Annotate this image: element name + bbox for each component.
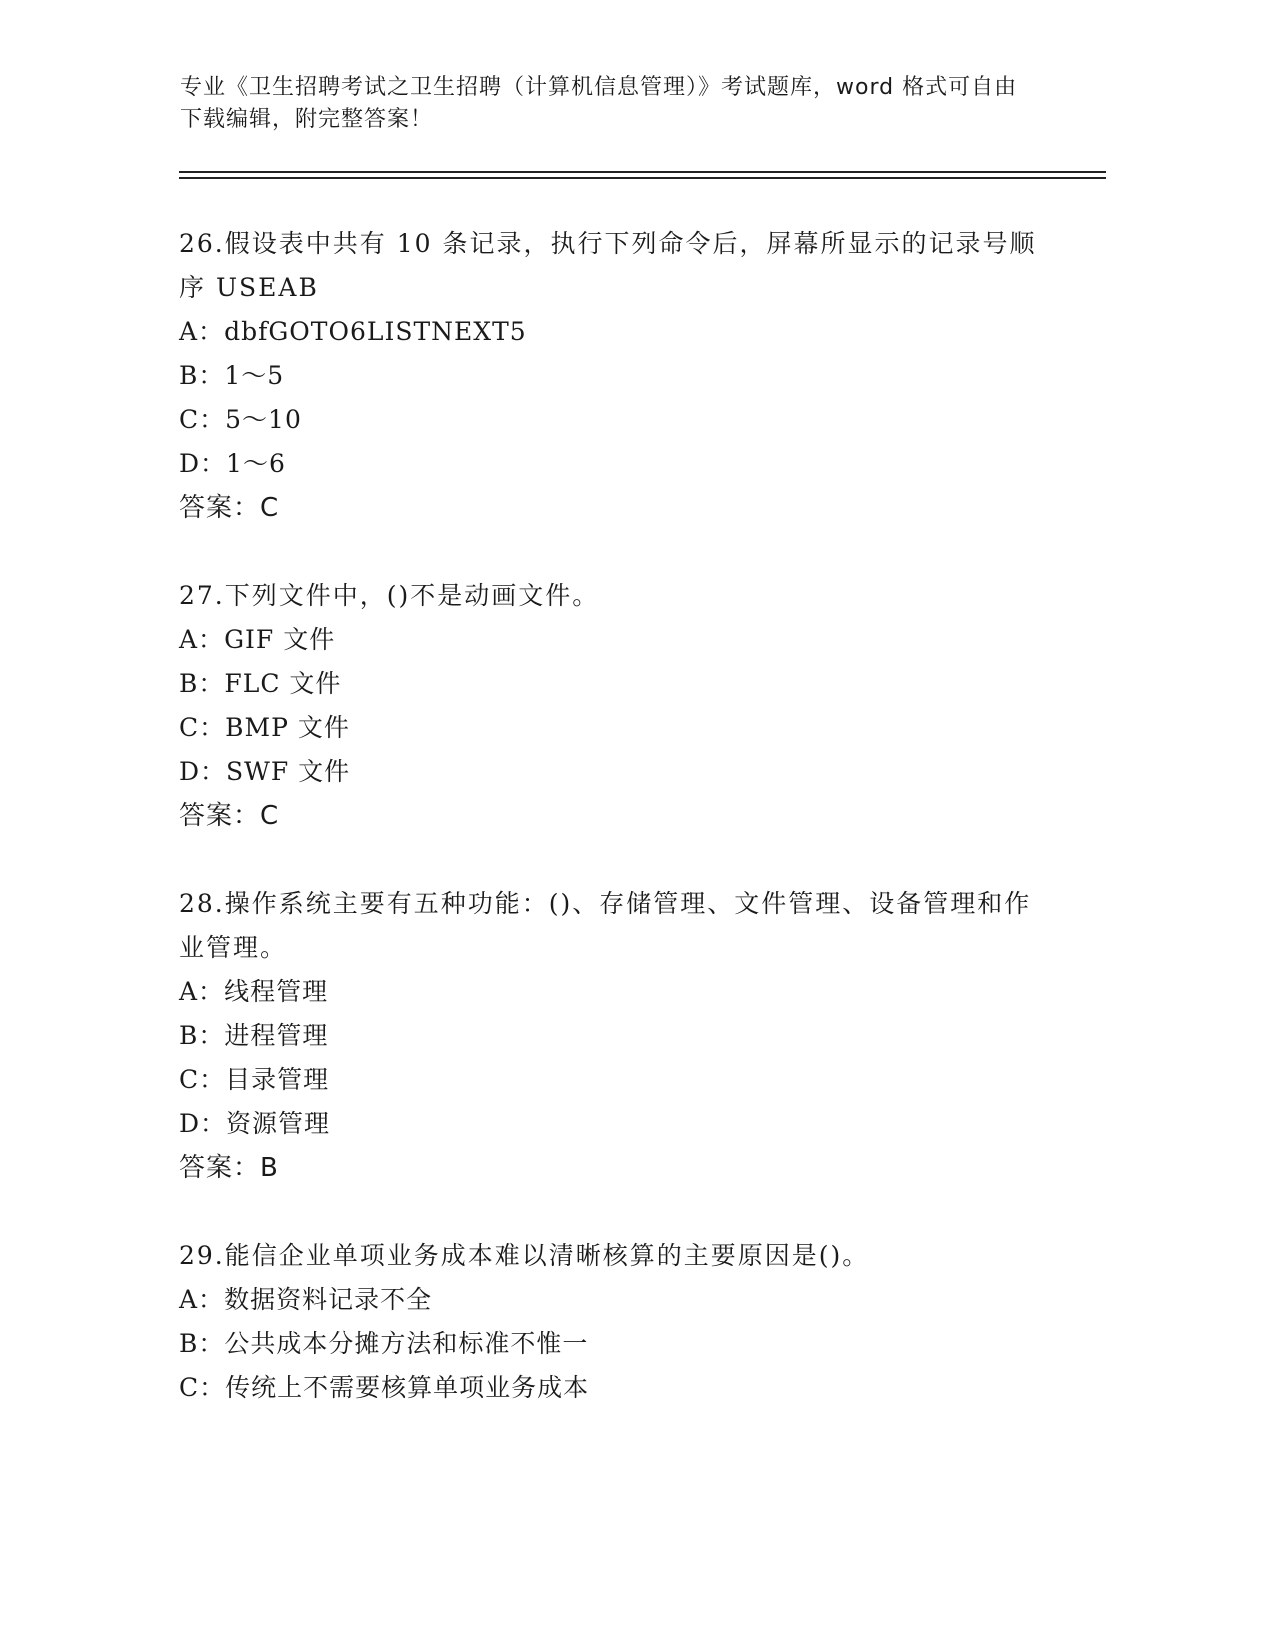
option-text: FLC 文件	[224, 669, 342, 698]
question-stem: 29.能信企业单项业务成本难以清晰核算的主要原因是()。	[179, 1241, 870, 1270]
option-letter: C：	[179, 713, 226, 742]
question-stem: 26.假设表中共有 10 条记录，执行下列命令后，屏幕所显示的记录号顺序 USEAB	[179, 229, 1037, 302]
option-text: SWF 文件	[226, 757, 351, 786]
option-letter: A：	[179, 317, 225, 346]
document-intro: 专业《卫生招聘考试之卫生招聘（计算机信息管理）》考试题库，word 格式可自由下载编辑，附完整答案！	[180, 75, 1018, 132]
answer-label: 答案：C	[179, 493, 280, 523]
option-text: 5～10	[225, 405, 302, 434]
option-letter: B：	[179, 361, 225, 390]
question-stem: 27.下列文件中，()不是动画文件。	[179, 581, 600, 610]
option-a	[179, 970, 1039, 1014]
option-letter: A：	[179, 625, 225, 654]
header-divider-top	[179, 171, 1106, 173]
option-letter: A：	[179, 977, 225, 1006]
option-c	[179, 1058, 1039, 1102]
option-letter: C：	[179, 1373, 226, 1402]
option-text: 资源管理	[226, 1109, 331, 1138]
option-text: dbfGOTO6LISTNEXT5	[224, 317, 527, 346]
option-a	[179, 310, 1039, 354]
option-d	[179, 1102, 1039, 1146]
option-text: 传统上不需要核算单项业务成本	[225, 1373, 590, 1402]
answer-label: 答案：B	[179, 1153, 279, 1183]
option-letter: C：	[179, 405, 226, 434]
header-divider-bottom	[179, 177, 1106, 179]
option-letter: D：	[179, 1109, 227, 1138]
option-text: 目录管理	[225, 1065, 330, 1094]
option-text: 1～6	[226, 449, 286, 478]
option-b	[179, 354, 1039, 398]
option-letter: B：	[179, 1329, 225, 1358]
option-text: 线程管理	[224, 977, 329, 1006]
option-text: 进程管理	[224, 1021, 329, 1050]
option-d	[179, 442, 1039, 486]
option-c	[179, 398, 1039, 442]
option-b	[179, 662, 1039, 706]
question-list	[179, 222, 1039, 1454]
option-text: 公共成本分摊方法和标准不惟一	[224, 1329, 589, 1358]
option-letter: C：	[179, 1065, 226, 1094]
option-text: 数据资料记录不全	[224, 1285, 433, 1314]
question-28	[179, 882, 1039, 1190]
answer-label: 答案：C	[179, 801, 280, 831]
question-27	[179, 574, 1039, 838]
question-stem: 28.操作系统主要有五种功能：()、存储管理、文件管理、设备管理和作业管理。	[179, 889, 1032, 962]
option-d	[179, 750, 1039, 794]
option-letter: D：	[179, 757, 227, 786]
option-letter: A：	[179, 1285, 225, 1314]
question-26	[179, 222, 1039, 530]
question-29	[179, 1234, 1039, 1410]
option-c	[179, 706, 1039, 750]
option-letter: D：	[179, 449, 227, 478]
option-b	[179, 1322, 1039, 1366]
option-b	[179, 1014, 1039, 1058]
option-a	[179, 618, 1039, 662]
option-letter: B：	[179, 669, 225, 698]
option-text: BMP 文件	[225, 713, 350, 742]
option-letter: B：	[179, 1021, 225, 1050]
option-a	[179, 1278, 1039, 1322]
option-text: GIF 文件	[224, 625, 336, 654]
option-text: 1～5	[224, 361, 285, 390]
option-c	[179, 1366, 1039, 1410]
